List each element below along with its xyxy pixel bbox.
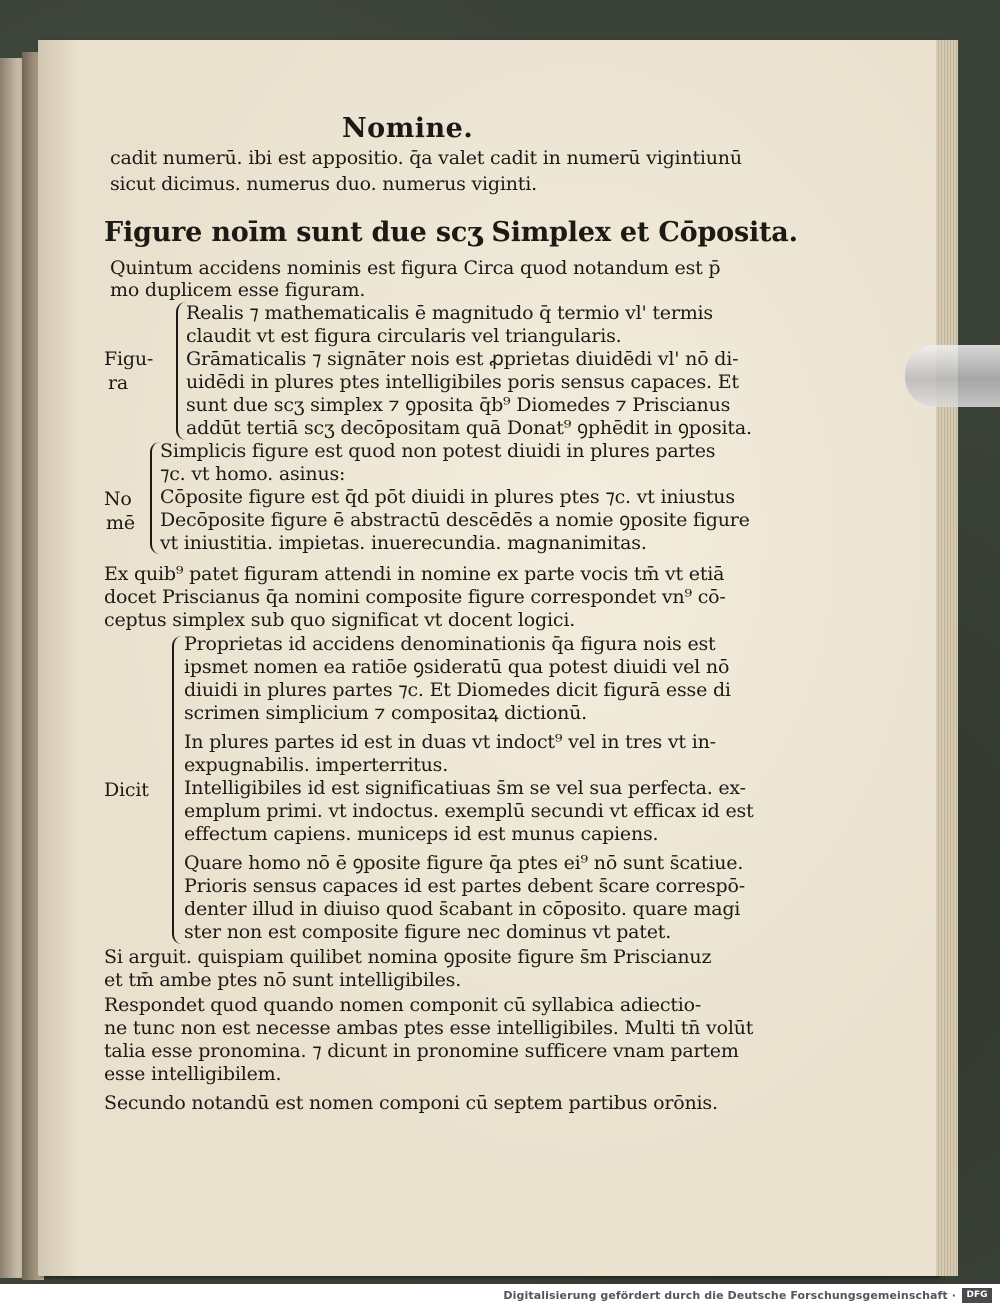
- text-line: Simplicis figure est quod non potest diuidi in plures partes: [160, 440, 716, 462]
- text-line: effectum capiens. municeps id est munus capiens.: [184, 823, 659, 845]
- text-line: et tm̄ ambe ptes nō sunt intelligibiles.: [104, 969, 462, 991]
- text-line: ipsmet nomen ea ratiōe ꝯsideratū qua potest diuidi vel nō: [184, 656, 730, 678]
- text-line: sunt due scʒ simplex ⁊ ꝯposita q̄b⁹ Diomedes ⁊ Priscianus: [186, 394, 731, 416]
- text-line: Quintum accidens nominis est figura Circa quod notandum est p̄: [110, 257, 721, 279]
- margin-label: mē: [106, 512, 135, 534]
- running-head: Nomine.: [342, 113, 474, 144]
- text-line: Si arguit. quispiam quilibet nomina ꝯposite figure s̄m Priscianuz: [104, 946, 712, 968]
- text-line: cadit numerū. ibi est appositio. q̄a valet cadit in numerū vigintiunū: [110, 147, 742, 169]
- text-line: mo duplicem esse figuram.: [110, 279, 366, 301]
- text-line: emplum primi. vt indoctus. exemplū secundi vt efficax id est: [184, 800, 754, 822]
- text-line: ceptus simplex sub quo significat vt docent logici.: [104, 609, 576, 631]
- brace: [172, 636, 182, 944]
- text-line: claudit vt est figura circularis vel triangularis.: [186, 325, 622, 347]
- text-line: expugnabilis. imperterritus.: [184, 754, 449, 776]
- section-heading: Figure noīm sunt due scʒ Simplex et Cōposita.: [104, 217, 798, 248]
- text-line: Grāmaticalis ⁊ signāter nois est ꝓprietas diuidēdi vl' nō di-: [186, 348, 739, 370]
- text-line: scrimen simplicium ⁊ compositaꝝ dictionū.: [184, 702, 588, 724]
- text-line: Respondet quod quando nomen componit cū syllabica adiectio-: [104, 994, 702, 1016]
- text-line: Secundo notandū est nomen componi cū septem partibus orōnis.: [104, 1092, 718, 1114]
- text-line: Prioris sensus capaces id est partes debent s̄care correspō-: [184, 875, 745, 897]
- margin-label: ra: [108, 372, 129, 394]
- brace: [150, 442, 160, 554]
- text-line: ne tunc non est necesse ambas ptes esse intelligibiles. Multi tn̄ volūt: [104, 1017, 754, 1039]
- text-line: sicut dicimus. numerus duo. numerus viginti.: [110, 173, 537, 195]
- text-line: Cōposite figure est q̄d pōt diuidi in plures ptes ⁊c. vt iniustus: [160, 486, 735, 508]
- margin-label: Dicit: [104, 779, 149, 801]
- page-clip: [905, 345, 1000, 407]
- margin-label: No: [104, 488, 132, 510]
- text-line: denter illud in diuiso quod s̄cabant in cōposito. quare magi: [184, 898, 741, 920]
- margin-label: Figu-: [104, 348, 154, 370]
- text-line: Quare homo nō ē ꝯposite figure q̄a ptes ei⁹ nō sunt s̄catiue.: [184, 852, 744, 874]
- text-line: Decōposite figure ē abstractū descēdēs a nomie ꝯposite figure: [160, 509, 750, 531]
- text-line: Ex quib⁹ patet figuram attendi in nomine ex parte vocis tm̄ vt etiā: [104, 563, 725, 585]
- text-line: ⁊c. vt homo. asinus:: [160, 463, 346, 485]
- text-line: Realis ⁊ mathematicalis ē magnitudo q̄ termio vl' termis: [186, 302, 713, 324]
- text-line: In plures partes id est in duas vt indoct⁹ vel in tres vt in-: [184, 731, 716, 753]
- text-line: Intelligibiles id est significatiuas s̄m se vel sua perfecta. ex-: [184, 777, 746, 799]
- footer-bar: [0, 1284, 1000, 1308]
- text-line: vt iniustitia. impietas. inuerecundia. magnanimitas.: [160, 532, 647, 554]
- text-line: ster non est composite figure nec dominus vt patet.: [184, 921, 672, 943]
- text-line: talia esse pronomina. ⁊ dicunt in pronomine sufficere vnam partem: [104, 1040, 739, 1062]
- text-line: docet Priscianus q̄a nomini composite figure correspondet vn⁹ cō-: [104, 586, 726, 608]
- text-line: diuidi in plures partes ⁊c. Et Diomedes dicit figurā esse di: [184, 679, 731, 701]
- text-line: Proprietas id accidens denominationis q̄a figura nois est: [184, 633, 716, 655]
- funding-credit: Digitalisierung gefördert durch die Deutsche Forschungsgemeinschaft ·: [503, 1289, 956, 1302]
- dfg-logo: DFG: [962, 1288, 992, 1303]
- text-line: esse intelligibilem.: [104, 1063, 282, 1085]
- text-line: uidēdi in plures ptes intelligibiles poris sensus capaces. Et: [186, 371, 739, 393]
- text-line: addūt tertiā scʒ decōpositam quā Donat⁹ ꝯphēdit in ꝯposita.: [186, 417, 752, 439]
- page-stack-edges: [936, 40, 958, 1276]
- brace: [176, 302, 186, 440]
